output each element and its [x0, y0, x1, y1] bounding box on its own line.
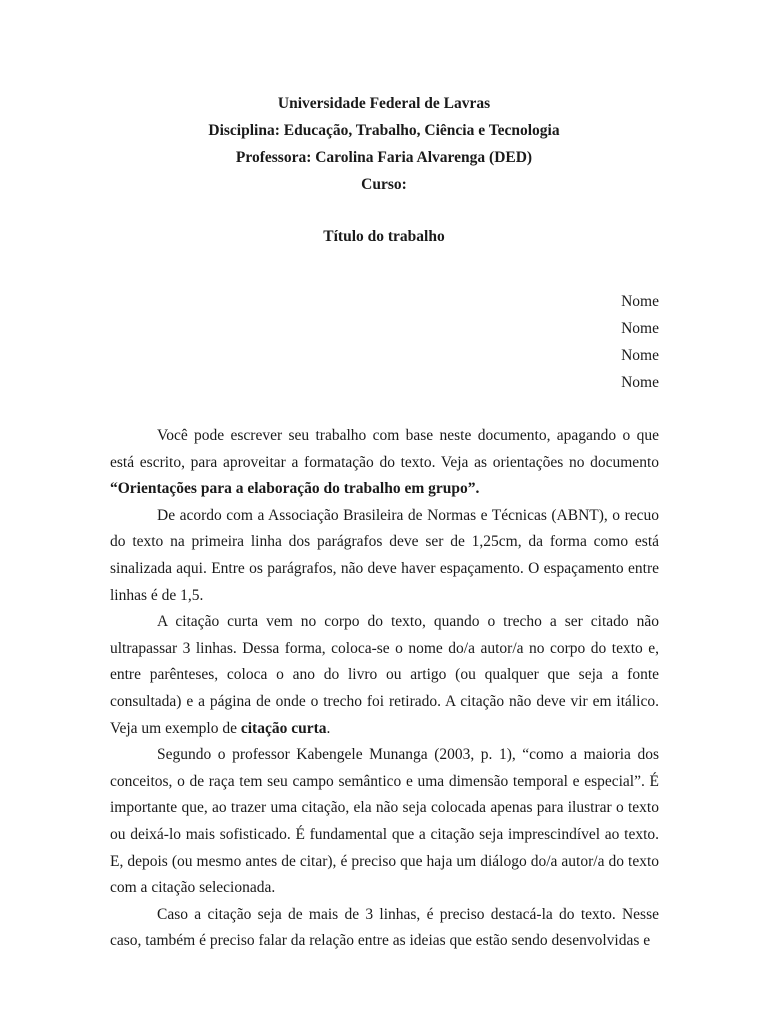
course-line: Curso:	[361, 176, 407, 193]
paragraph: De acordo com a Associação Brasileira de Normas e Técnicas (ABNT), o recuo do texto na primeira linha dos parágrafos deve ser de 1,25cm, da forma como está sinalizada aqui. Entre os parágrafos, não deve haver espaçamento. O espaçamento entre linhas é de 1,5.	[110, 506, 659, 604]
document-body	[110, 423, 659, 955]
author-name: Nome	[621, 320, 659, 337]
paragraph	[110, 609, 659, 742]
author-name: Nome	[621, 347, 659, 364]
author-name: Nome	[621, 293, 659, 310]
university-name: Universidade Federal de Lavras	[277, 95, 491, 112]
paragraph-tail: .	[326, 719, 331, 737]
paragraph: Segundo o professor Kabengele Munanga (2003, p. 1), “como a maioria dos conceitos, o de raça tem seu campo semântico e uma dimensão temporal e especial”. É importante que, ao trazer uma citação, ela não seja colocada apenas para ilustrar o texto ou deixá-lo mais sofisticado. É fundamental que a citação seja imprescindível ao texto. E, depois (ou mesmo antes de citar), é preciso que haja um diálogo do/a autor/a do texto com a citação selecionada.	[110, 746, 659, 897]
document-header	[0, 90, 768, 198]
bold-term: citação curta	[240, 719, 327, 737]
professor-line: Professora: Carolina Faria Alvarenga (DED)	[235, 149, 533, 166]
bold-reference: “Orientações para a elaboração do trabalho em grupo”.	[110, 480, 480, 498]
paragraph-text: Você pode escrever seu trabalho com base neste documento, apagando o que está escrito, para aproveitar a formatação do texto. Veja as orientações no documento	[110, 427, 659, 471]
paragraph	[110, 423, 659, 503]
author-name: Nome	[621, 374, 659, 391]
author-names	[621, 288, 659, 396]
paragraph-text: A citação curta vem no corpo do texto, quando o trecho a ser citado não ultrapassar 3 linhas. Dessa forma, coloca-se o nome do/a autor/a no corpo do texto e, entre parênteses, coloca o ano do livro ou artigo (ou qualquer que seja a fonte consultada) e a página de onde o trecho foi retirado. A citação não deve vir em itálico. Veja um exemplo de	[110, 613, 659, 737]
document-title: Título do trabalho	[323, 228, 445, 245]
discipline-line: Disciplina: Educação, Trabalho, Ciência e Tecnologia	[208, 122, 560, 139]
paragraph: Caso a citação seja de mais de 3 linhas, é preciso destacá-la do texto. Nesse caso, também é preciso falar da relação entre as ideias que estão sendo desenvolvidas e	[110, 905, 659, 950]
